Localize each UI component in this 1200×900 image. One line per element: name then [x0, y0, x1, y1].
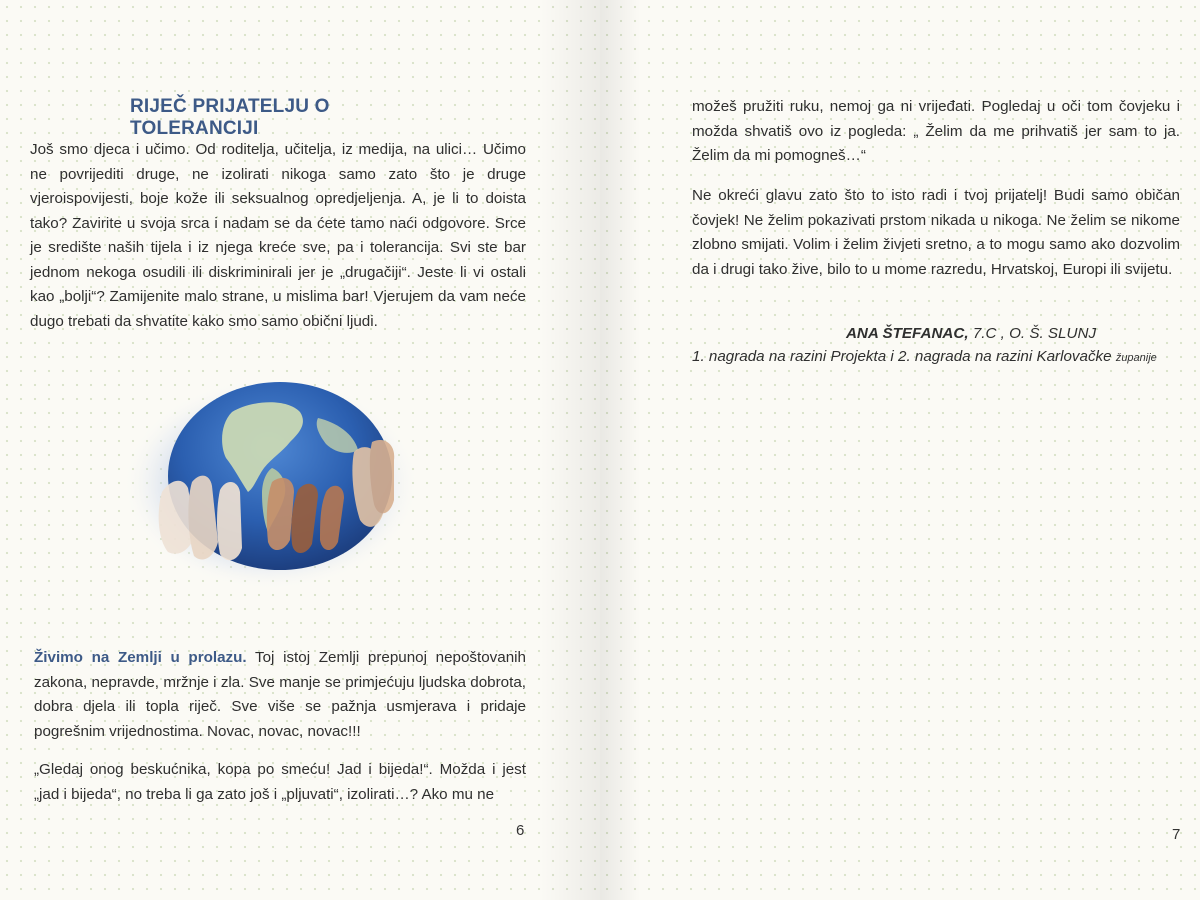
gutter-shadow: [540, 0, 600, 900]
page-number-left: 6: [516, 822, 525, 839]
paragraph-intro: Još smo djeca i učimo. Od roditelja, učitelja, iz medija, na ulici… Učimo ne povrijediti druge, ne izolirati nikoga samo zato što je druge vjeroispovijesti, boje kože ili seksualnog opredjeljenja. A, je li to doista tako? Zavirite u svoja srca i nadam se da ćete tamo naći odgovore. Srce je središte naših tijela i iz njega kreće sve, pa i tolerancija. Svi ste bar jednom nekoga osudili ili diskriminirali jer je „drugačiji“. Jeste li vi ostali kao „bolji“? Zamijenite malo strane, u mislima bar! Vjerujem da vam neće dugo trebati da shvatite kako smo samo obični ljudi.: [30, 141, 526, 330]
gutter-shadow: [600, 0, 640, 900]
award-line: [692, 348, 1157, 365]
author-name: ANA ŠTEFANAC,: [845, 325, 969, 342]
page-title: RIJEČ PRIJATELJU O TOLERANCIJI: [130, 96, 330, 139]
paragraph-continuation: možeš pružiti ruku, nemoj ga ni vrijeđati. Pogledaj u oči tom čovjeku i možda shvatiš ovo iz pogleda: „ Želim da me prihvatiš jer sam to ja. Želim da mi pomogneš…“: [692, 98, 1180, 164]
paragraph-earth: [34, 646, 526, 744]
author-school: 7.C , O. Š. SLUNJ: [968, 325, 1097, 342]
page-number-right: 7: [1172, 826, 1181, 843]
paragraph-homeless: „Gledaj onog beskućnika, kopa po smeću! Jad i bijeda!“. Možda i jest „jad i bijeda“, no treba li ga zato još i „pljuvati“, izolirati…? Ako mu ne: [34, 761, 526, 803]
globe-icon: [122, 372, 420, 592]
right-page: [600, 0, 1200, 900]
award-text: 1. nagrada na razini Projekta i 2. nagrada na razini Karlovačke: [692, 348, 1116, 365]
paragraph-closing: Ne okreći glavu zato što to isto radi i tvoj prijatelj! Budi samo običan čovjek! Ne želim pokazivati prstom nikada u nikoga. Ne želim se nikome zlobno smijati. Volim i želim živjeti sretno, a to mogu samo ako dozvolim da i drugi tako žive, bilo to u mome razredu, Hrvatskoj, Europi ili svijetu.: [692, 187, 1180, 278]
globe-hands-illustration: [122, 372, 420, 592]
award-county: županije: [1115, 352, 1157, 364]
author-line: [692, 322, 1180, 345]
author-signature: [692, 322, 1180, 370]
paragraph-lead: Živimo na Zemlji u prolazu.: [34, 649, 247, 666]
paragraph-earth-text: Toj istoj Zemlji prepunoj nepoštovanih zakona, nepravde, mržnje i zla. Sve manje se primjećuju ljudska dobrota, dobra djela ili topla riječ. Sve više se pažnja usmjerava i pridaje pogrešnim vrijednostima. Novac, novac, novac!!!: [34, 649, 526, 740]
